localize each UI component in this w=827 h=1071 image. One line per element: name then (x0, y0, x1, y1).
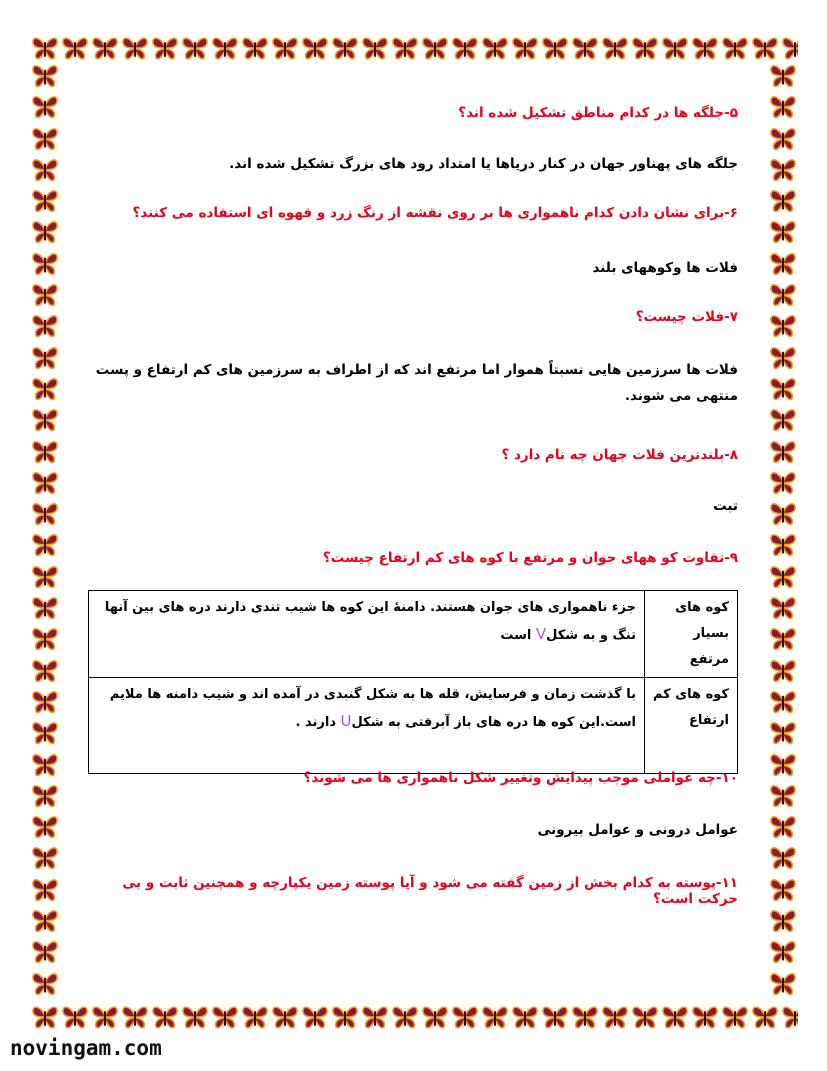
butterfly-icon (780, 33, 798, 63)
butterfly-icon (390, 33, 420, 63)
butterfly-icon (120, 33, 150, 63)
butterfly-icon (30, 467, 60, 498)
butterfly-icon (768, 749, 798, 780)
question-9: ۹-تفاوت کو ههای جوان و مرتفع با کوه های کم ارتفاع چیست؟ (322, 550, 738, 566)
butterfly-icon (120, 1002, 150, 1032)
butterfly-icon (768, 811, 798, 842)
butterfly-icon (768, 216, 798, 247)
butterfly-icon (30, 655, 60, 686)
butterfly-icon (30, 248, 60, 279)
butterfly-icon (768, 248, 798, 279)
butterfly-icon (750, 33, 780, 63)
butterfly-icon (690, 33, 720, 63)
butterfly-icon (768, 436, 798, 467)
left-butterfly-border (30, 60, 60, 1000)
butterfly-icon (768, 780, 798, 811)
butterfly-icon (630, 1002, 660, 1032)
butterfly-icon (420, 1002, 450, 1032)
butterfly-icon (768, 968, 798, 999)
butterfly-icon (570, 1002, 600, 1032)
butterfly-icon (30, 373, 60, 404)
bottom-butterfly-border (30, 1002, 798, 1032)
butterfly-icon (30, 592, 60, 623)
butterfly-icon (540, 1002, 570, 1032)
butterfly-icon (780, 1002, 798, 1032)
butterfly-icon (630, 33, 660, 63)
answer-6: فلات ها وکوههای بلند (592, 260, 738, 276)
butterfly-icon (30, 874, 60, 905)
butterfly-icon (210, 1002, 240, 1032)
butterfly-icon (30, 33, 60, 63)
butterfly-icon (768, 91, 798, 122)
butterfly-icon (390, 1002, 420, 1032)
butterfly-icon (150, 33, 180, 63)
answer-7: فلات ها سرزمین هایی نسبتاً هموار اما مرتفع اند که از اطراف به سرزمین های کم ارتفاع و پست منتهی می شوند. (95, 362, 738, 404)
table-row (89, 678, 738, 774)
butterfly-icon (330, 1002, 360, 1032)
butterfly-icon (60, 1002, 90, 1032)
site-watermark: novingam.com (10, 1036, 162, 1060)
table-row-text (89, 678, 645, 774)
butterfly-icon (30, 91, 60, 122)
butterfly-icon (30, 310, 60, 341)
butterfly-icon (768, 842, 798, 873)
table-text-before: جزء ناهمواری های جوان هستند. دامنهٔ این کوه ها شیب تندی دارند دره های بین آنها تنگ و به شکل (104, 600, 636, 643)
butterfly-icon (768, 154, 798, 185)
right-butterfly-border (768, 60, 798, 1000)
butterfly-icon (750, 1002, 780, 1032)
answer-5: جلگه های پهناور جهان در کنار دریاها یا امتداد رود های بزرگ تشکیل شده اند. (229, 156, 738, 172)
butterfly-icon (360, 33, 390, 63)
question-8: ۸-بلندترین فلات جهان چه نام دارد ؟ (501, 447, 738, 463)
butterfly-icon (30, 216, 60, 247)
table-row-header: کوه های بسیار مرتفع (645, 591, 738, 678)
butterfly-icon (30, 623, 60, 654)
butterfly-icon (30, 968, 60, 999)
butterfly-icon (450, 1002, 480, 1032)
butterfly-icon (768, 874, 798, 905)
butterfly-icon (768, 936, 798, 967)
butterfly-icon (30, 436, 60, 467)
butterfly-icon (30, 342, 60, 373)
table-text-before: با گذشت زمان و فرسایش، قله ها به شکل گنبدی در آمده اند و شیب دامنه ها ملایم است.این کوه ها دره های باز آبرفتی به شکل (109, 687, 636, 730)
butterfly-icon (270, 1002, 300, 1032)
table-row-header: کوه های کم ارتفاع (645, 678, 738, 774)
table-row (89, 591, 738, 678)
butterfly-icon (768, 905, 798, 936)
butterfly-icon (60, 33, 90, 63)
question-7: ۷-فلات چیست؟ (635, 309, 738, 325)
butterfly-icon (510, 33, 540, 63)
butterfly-icon (768, 467, 798, 498)
question-10: ۱۰-چه عواملی موجب پیدایش وتغییر شکل ناهمواری ها می شوند؟ (303, 770, 738, 786)
butterfly-icon (768, 686, 798, 717)
butterfly-icon (480, 33, 510, 63)
butterfly-icon (180, 33, 210, 63)
valley-shape-letter: V (535, 625, 547, 643)
butterfly-icon (30, 404, 60, 435)
question-11: ۱۱-پوسته به کدام بخش از زمین گفته می شود و آیا پوسته زمین یکپارچه و همچنین ثابت و بی حرکت است؟ (122, 875, 738, 907)
butterfly-icon (30, 717, 60, 748)
butterfly-icon (768, 310, 798, 341)
butterfly-icon (30, 529, 60, 560)
butterfly-icon (660, 1002, 690, 1032)
butterfly-icon (690, 1002, 720, 1032)
butterfly-icon (510, 1002, 540, 1032)
butterfly-icon (30, 905, 60, 936)
butterfly-icon (90, 1002, 120, 1032)
butterfly-icon (768, 404, 798, 435)
butterfly-icon (360, 1002, 390, 1032)
answer-8: تبت (713, 498, 738, 514)
valley-shape-letter: U (340, 712, 352, 730)
table-row-text (89, 591, 645, 678)
butterfly-icon (768, 342, 798, 373)
butterfly-icon (30, 936, 60, 967)
butterfly-icon (30, 185, 60, 216)
butterfly-icon (720, 33, 750, 63)
butterfly-icon (30, 842, 60, 873)
butterfly-icon (480, 1002, 510, 1032)
top-butterfly-border (30, 33, 798, 63)
butterfly-icon (720, 1002, 750, 1032)
butterfly-icon (180, 1002, 210, 1032)
butterfly-icon (330, 33, 360, 63)
butterfly-icon (768, 717, 798, 748)
butterfly-icon (30, 60, 60, 91)
butterfly-icon (240, 33, 270, 63)
butterfly-icon (570, 33, 600, 63)
butterfly-icon (768, 592, 798, 623)
butterfly-icon (300, 33, 330, 63)
butterfly-icon (768, 561, 798, 592)
butterfly-icon (300, 1002, 330, 1032)
butterfly-icon (768, 498, 798, 529)
butterfly-icon (30, 1002, 60, 1032)
butterfly-icon (768, 655, 798, 686)
butterfly-icon (768, 185, 798, 216)
butterfly-icon (30, 811, 60, 842)
butterfly-icon (30, 561, 60, 592)
butterfly-icon (30, 279, 60, 310)
butterfly-icon (600, 1002, 630, 1032)
butterfly-icon (30, 749, 60, 780)
answer-10: عوامل درونی و عوامل بیرونی (537, 822, 738, 838)
comparison-table (88, 590, 738, 774)
question-5: ۵-جلگه ها در کدام مناطق تشکیل شده اند؟ (458, 105, 738, 121)
question-6: ۶-برای نشان دادن کدام ناهمواری ها بر روی نقشه از رنگ زرد و قهوه ای استفاده می کنند؟ (132, 205, 738, 221)
butterfly-icon (30, 154, 60, 185)
butterfly-icon (768, 60, 798, 91)
butterfly-icon (30, 123, 60, 154)
butterfly-icon (768, 529, 798, 560)
butterfly-icon (150, 1002, 180, 1032)
butterfly-icon (270, 33, 300, 63)
table-text-after: دارند . (295, 715, 341, 730)
butterfly-icon (600, 33, 630, 63)
butterfly-icon (240, 1002, 270, 1032)
butterfly-icon (90, 33, 120, 63)
butterfly-icon (450, 33, 480, 63)
butterfly-icon (768, 623, 798, 654)
butterfly-icon (768, 123, 798, 154)
butterfly-icon (30, 498, 60, 529)
butterfly-icon (420, 33, 450, 63)
butterfly-icon (660, 33, 690, 63)
butterfly-icon (30, 686, 60, 717)
table-text-after: است (500, 628, 536, 643)
butterfly-icon (768, 373, 798, 404)
butterfly-icon (768, 279, 798, 310)
butterfly-icon (540, 33, 570, 63)
butterfly-icon (30, 780, 60, 811)
butterfly-icon (210, 33, 240, 63)
